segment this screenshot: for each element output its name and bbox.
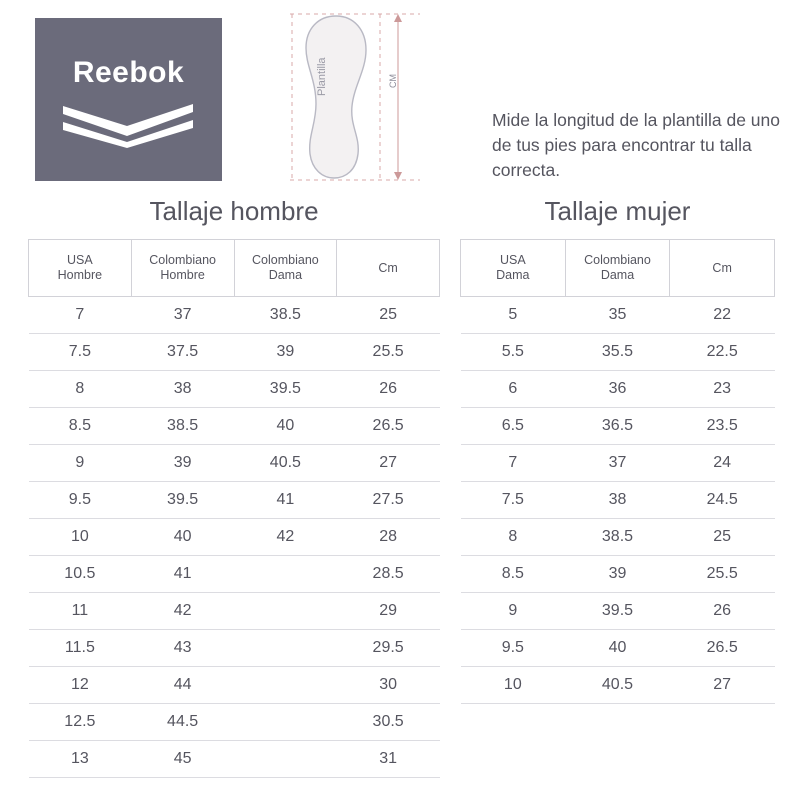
table-cell: 38	[565, 482, 670, 519]
table-cell: 38.5	[234, 297, 337, 334]
table-cell: 5.5	[461, 334, 566, 371]
table-cell: 41	[131, 556, 234, 593]
table-row	[29, 445, 440, 482]
table-row	[29, 482, 440, 519]
table-cell: 8.5	[29, 408, 132, 445]
table-cell: 25	[670, 519, 775, 556]
table-cell: 10	[461, 667, 566, 704]
table-cell: 12.5	[29, 704, 132, 741]
table-cell: 41	[234, 482, 337, 519]
table-row	[461, 556, 775, 593]
table-cell: 12	[29, 667, 132, 704]
table-cell: 9.5	[29, 482, 132, 519]
table-cell: 45	[131, 741, 234, 778]
table-cell: 44	[131, 667, 234, 704]
table-row	[29, 334, 440, 371]
table-cell: 23.5	[670, 408, 775, 445]
table-cell: 11	[29, 593, 132, 630]
table-cell: 30	[337, 667, 440, 704]
women-size-table	[460, 239, 775, 704]
table-cell: 39	[234, 334, 337, 371]
table-cell: 40	[234, 408, 337, 445]
insole-label: Plantilla	[316, 57, 328, 96]
column-header: Colombiano Dama	[565, 240, 670, 297]
women-table-title: Tallaje mujer	[544, 196, 691, 226]
table-cell: 8.5	[461, 556, 566, 593]
table-cell: 27.5	[337, 482, 440, 519]
table-row	[29, 741, 440, 778]
table-cell	[234, 741, 337, 778]
table-cell: 39.5	[565, 593, 670, 630]
table-row	[29, 593, 440, 630]
women-table-body	[461, 297, 775, 704]
table-header-row	[29, 240, 440, 297]
table-cell: 24	[670, 445, 775, 482]
table-cell: 26.5	[670, 630, 775, 667]
table-cell: 28	[337, 519, 440, 556]
table-cell: 27	[337, 445, 440, 482]
table-cell: 43	[131, 630, 234, 667]
table-row	[29, 704, 440, 741]
table-cell: 26	[337, 371, 440, 408]
column-header: Colombiano Dama	[234, 240, 337, 297]
table-cell: 40	[131, 519, 234, 556]
table-cell: 25.5	[670, 556, 775, 593]
table-cell: 7.5	[461, 482, 566, 519]
men-size-table-block	[28, 196, 440, 778]
table-row	[29, 667, 440, 704]
table-cell: 42	[234, 519, 337, 556]
table-cell: 36	[565, 371, 670, 408]
table-cell: 11.5	[29, 630, 132, 667]
column-header: USA Hombre	[29, 240, 132, 297]
table-cell: 6	[461, 371, 566, 408]
table-cell: 38.5	[565, 519, 670, 556]
table-row	[461, 482, 775, 519]
instruction-text: Mide la longitud de la plantilla de uno de tus pies para encontrar tu talla correcta.	[492, 110, 780, 180]
table-row	[461, 593, 775, 630]
table-cell	[234, 667, 337, 704]
table-cell: 22.5	[670, 334, 775, 371]
table-cell: 26.5	[337, 408, 440, 445]
table-cell: 26	[670, 593, 775, 630]
table-cell: 31	[337, 741, 440, 778]
table-row	[461, 630, 775, 667]
table-row	[29, 297, 440, 334]
table-cell: 35.5	[565, 334, 670, 371]
table-cell: 25	[337, 297, 440, 334]
table-row	[461, 408, 775, 445]
table-cell: 6.5	[461, 408, 566, 445]
table-cell	[234, 593, 337, 630]
table-cell: 39	[565, 556, 670, 593]
table-cell: 10	[29, 519, 132, 556]
header-area	[0, 0, 800, 190]
table-row	[29, 556, 440, 593]
table-cell: 28.5	[337, 556, 440, 593]
table-cell: 40.5	[565, 667, 670, 704]
table-cell: 36.5	[565, 408, 670, 445]
table-cell: 39.5	[131, 482, 234, 519]
table-cell: 38	[131, 371, 234, 408]
table-cell: 5	[461, 297, 566, 334]
table-cell: 9	[461, 593, 566, 630]
table-cell: 39	[131, 445, 234, 482]
table-cell: 39.5	[234, 371, 337, 408]
table-cell: 40.5	[234, 445, 337, 482]
table-cell	[234, 630, 337, 667]
table-row	[29, 371, 440, 408]
brand-logo-inner	[35, 56, 222, 148]
table-cell: 24.5	[670, 482, 775, 519]
table-cell	[234, 556, 337, 593]
women-size-table-block	[460, 196, 775, 704]
men-size-table	[28, 239, 440, 778]
table-cell: 30.5	[337, 704, 440, 741]
table-cell: 7.5	[29, 334, 132, 371]
table-cell: 10.5	[29, 556, 132, 593]
table-cell: 38.5	[131, 408, 234, 445]
table-cell: 42	[131, 593, 234, 630]
table-cell: 25.5	[337, 334, 440, 371]
column-header: Cm	[337, 240, 440, 297]
table-cell: 40	[565, 630, 670, 667]
table-cell: 7	[461, 445, 566, 482]
men-table-body	[29, 297, 440, 778]
table-row	[29, 630, 440, 667]
table-cell: 9.5	[461, 630, 566, 667]
table-row	[29, 408, 440, 445]
table-cell: 8	[461, 519, 566, 556]
vertical-measure-arrow-icon	[394, 14, 402, 180]
column-header: Cm	[670, 240, 775, 297]
table-cell: 29	[337, 593, 440, 630]
reebok-vector-logo-icon	[35, 96, 222, 148]
table-cell: 37	[131, 297, 234, 334]
table-cell: 8	[29, 371, 132, 408]
insole-diagram-svg	[280, 8, 430, 186]
brand-name: Reebok	[72, 56, 185, 89]
table-cell: 23	[670, 371, 775, 408]
table-cell: 37.5	[131, 334, 234, 371]
table-row	[461, 667, 775, 704]
men-table-title: Tallaje hombre	[149, 196, 319, 226]
table-row	[461, 519, 775, 556]
table-cell: 35	[565, 297, 670, 334]
column-header: USA Dama	[461, 240, 566, 297]
column-header: Colombiano Hombre	[131, 240, 234, 297]
insole-diagram	[280, 8, 430, 186]
table-row	[461, 297, 775, 334]
table-cell: 37	[565, 445, 670, 482]
table-cell: 7	[29, 297, 132, 334]
table-cell: 13	[29, 741, 132, 778]
table-row	[461, 371, 775, 408]
table-cell: 9	[29, 445, 132, 482]
table-cell: 22	[670, 297, 775, 334]
table-cell	[234, 704, 337, 741]
table-row	[461, 445, 775, 482]
brand-logo-box	[35, 18, 222, 181]
cm-measure-label: CM	[388, 74, 398, 88]
table-row	[29, 519, 440, 556]
table-cell: 29.5	[337, 630, 440, 667]
table-cell: 44.5	[131, 704, 234, 741]
table-cell: 27	[670, 667, 775, 704]
table-row	[461, 334, 775, 371]
table-header-row	[461, 240, 775, 297]
